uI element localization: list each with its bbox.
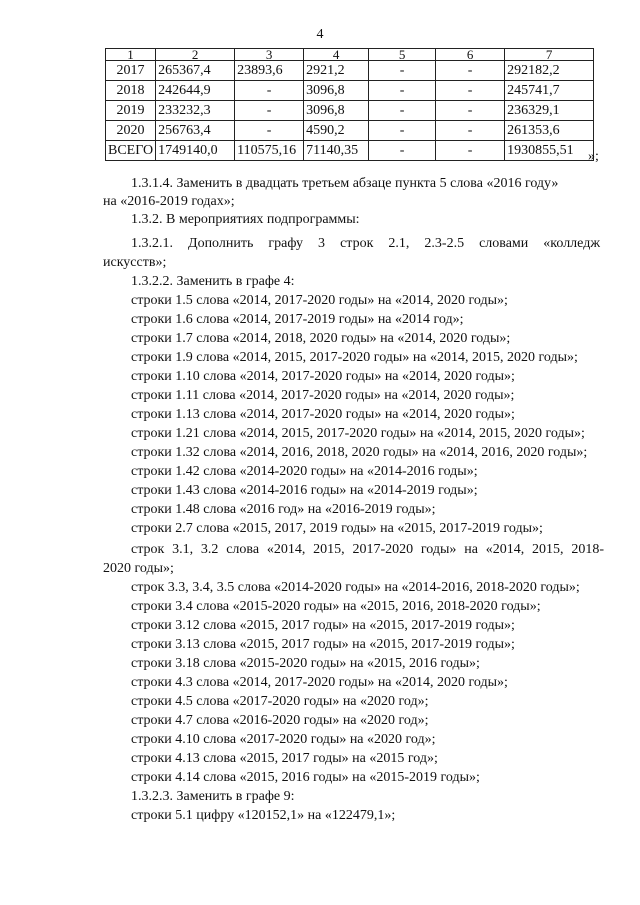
table-cell: 256763,4 bbox=[156, 121, 235, 141]
paragraph-line: строки 4.10 слова «2017-2020 годы» на «2020 год»; bbox=[131, 732, 436, 747]
table-closing-quote: »; bbox=[588, 149, 599, 164]
table-row bbox=[106, 101, 594, 121]
table-row bbox=[106, 61, 594, 81]
table-cell: 2019 bbox=[106, 101, 156, 121]
paragraph-line: строки 5.1 цифру «120152,1» на «122479,1»; bbox=[131, 808, 396, 823]
table-cell: 245741,7 bbox=[505, 81, 594, 101]
paragraph-line: строки 1.9 слова «2014, 2015, 2017-2020 годы» на «2014, 2015, 2020 годы»; bbox=[131, 350, 578, 365]
table-cell: - bbox=[235, 81, 304, 101]
paragraph-line: строки 3.12 слова «2015, 2017 годы» на «2015, 2017-2019 годы»; bbox=[131, 618, 515, 633]
paragraph-line: 1.3.1.4. Заменить в двадцать третьем абзаце пункта 5 слова «2016 году» bbox=[131, 176, 559, 191]
table-header-cell: 3 bbox=[235, 49, 304, 61]
table-header-cell: 2 bbox=[156, 49, 235, 61]
page-number: 4 bbox=[316, 27, 324, 42]
table-header-cell: 4 bbox=[304, 49, 369, 61]
paragraph-line: 1.3.2.2. Заменить в графе 4: bbox=[131, 274, 295, 289]
table-cell: 1749140,0 bbox=[156, 141, 235, 161]
paragraph-line: на «2016-2019 годах»; bbox=[103, 194, 235, 209]
paragraph-line: строки 1.13 слова «2014, 2017-2020 годы» на «2014, 2020 годы»; bbox=[131, 407, 515, 422]
paragraph-line: строки 1.43 слова «2014-2016 годы» на «2014-2019 годы»; bbox=[131, 483, 478, 498]
table-cell: - bbox=[369, 141, 436, 161]
table-cell: - bbox=[436, 121, 505, 141]
table-cell: - bbox=[436, 101, 505, 121]
paragraph-line: строки 3.18 слова «2015-2020 годы» на «2015, 2016 годы»; bbox=[131, 656, 480, 671]
table-cell: 3096,8 bbox=[304, 81, 369, 101]
paragraph-line: строки 4.14 слова «2015, 2016 годы» на «2015-2019 годы»; bbox=[131, 770, 480, 785]
table-cell: ВСЕГО bbox=[106, 141, 156, 161]
table-cell: 233232,3 bbox=[156, 101, 235, 121]
table-cell: 110575,16 bbox=[235, 141, 304, 161]
paragraph-line: строки 3.13 слова «2015, 2017 годы» на «2015, 2017-2019 годы»; bbox=[131, 637, 515, 652]
funding-table bbox=[105, 48, 594, 161]
table-cell: 2921,2 bbox=[304, 61, 369, 81]
table-cell: 265367,4 bbox=[156, 61, 235, 81]
table-cell: 2017 bbox=[106, 61, 156, 81]
table-header-cell: 7 bbox=[505, 49, 594, 61]
paragraph-line: строки 1.32 слова «2014, 2016, 2018, 2020 годы» на «2014, 2016, 2020 годы»; bbox=[131, 445, 588, 460]
paragraph-line: 1.3.2.1. Дополнить графу 3 строк 2.1, 2.3-2.5 словами «колледж bbox=[131, 236, 600, 251]
table-cell: 2020 bbox=[106, 121, 156, 141]
paragraph-line: 1.3.2.3. Заменить в графе 9: bbox=[131, 789, 295, 804]
paragraph-line: строки 1.6 слова «2014, 2017-2019 годы» на «2014 год»; bbox=[131, 312, 464, 327]
paragraph-line: строки 1.48 слова «2016 год» на «2016-2019 годы»; bbox=[131, 502, 436, 517]
table-row bbox=[106, 81, 594, 101]
table-cell: 4590,2 bbox=[304, 121, 369, 141]
table-cell: - bbox=[235, 121, 304, 141]
paragraph-line: строки 1.11 слова «2014, 2017-2020 годы» на «2014, 2020 годы»; bbox=[131, 388, 515, 403]
table-cell: 1930855,51 bbox=[505, 141, 594, 161]
paragraph-line: строки 1.5 слова «2014, 2017-2020 годы» на «2014, 2020 годы»; bbox=[131, 293, 508, 308]
paragraph-line: строки 1.21 слова «2014, 2015, 2017-2020 годы» на «2014, 2015, 2020 годы»; bbox=[131, 426, 585, 441]
table-cell: - bbox=[369, 61, 436, 81]
table-cell: - bbox=[436, 61, 505, 81]
paragraph-line: строки 2.7 слова «2015, 2017, 2019 годы» на «2015, 2017-2019 годы»; bbox=[131, 521, 543, 536]
paragraph-line: строк 3.3, 3.4, 3.5 слова «2014-2020 годы» на «2014-2016, 2018-2020 годы»; bbox=[131, 580, 580, 595]
table-cell: - bbox=[369, 121, 436, 141]
table-cell: 236329,1 bbox=[505, 101, 594, 121]
table-cell: - bbox=[369, 81, 436, 101]
paragraph-line: строки 4.7 слова «2016-2020 годы» на «2020 год»; bbox=[131, 713, 429, 728]
table-row bbox=[106, 121, 594, 141]
paragraph-line: строки 4.5 слова «2017-2020 годы» на «2020 год»; bbox=[131, 694, 429, 709]
table-header-cell: 1 bbox=[106, 49, 156, 61]
paragraph-line: строки 4.3 слова «2014, 2017-2020 годы» на «2014, 2020 годы»; bbox=[131, 675, 508, 690]
paragraph-line: 2020 годы»; bbox=[103, 561, 174, 576]
table-cell: - bbox=[436, 81, 505, 101]
table-cell: 292182,2 bbox=[505, 61, 594, 81]
table-cell: 71140,35 bbox=[304, 141, 369, 161]
table-cell: 242644,9 bbox=[156, 81, 235, 101]
table-header-cell: 6 bbox=[436, 49, 505, 61]
table-cell: - bbox=[235, 101, 304, 121]
table-header-row bbox=[106, 49, 594, 61]
table-cell: 23893,6 bbox=[235, 61, 304, 81]
paragraph-line: строки 4.13 слова «2015, 2017 годы» на «2015 год»; bbox=[131, 751, 438, 766]
paragraph-line: строки 3.4 слова «2015-2020 годы» на «2015, 2016, 2018-2020 годы»; bbox=[131, 599, 541, 614]
table-cell: 2018 bbox=[106, 81, 156, 101]
table-cell: - bbox=[369, 101, 436, 121]
paragraph-line: строки 1.10 слова «2014, 2017-2020 годы» на «2014, 2020 годы»; bbox=[131, 369, 515, 384]
table-row-total bbox=[106, 141, 594, 161]
table-cell: 261353,6 bbox=[505, 121, 594, 141]
paragraph-line: строки 1.42 слова «2014-2020 годы» на «2014-2016 годы»; bbox=[131, 464, 478, 479]
paragraph-line: искусств»; bbox=[103, 255, 167, 270]
paragraph-line: строки 1.7 слова «2014, 2018, 2020 годы» на «2014, 2020 годы»; bbox=[131, 331, 511, 346]
table-header-cell: 5 bbox=[369, 49, 436, 61]
table-cell: 3096,8 bbox=[304, 101, 369, 121]
paragraph-line: строк 3.1, 3.2 слова «2014, 2015, 2017-2020 годы» на «2014, 2015, 2018- bbox=[131, 542, 604, 557]
table-cell: - bbox=[436, 141, 505, 161]
paragraph-line: 1.3.2. В мероприятиях подпрограммы: bbox=[131, 212, 360, 227]
